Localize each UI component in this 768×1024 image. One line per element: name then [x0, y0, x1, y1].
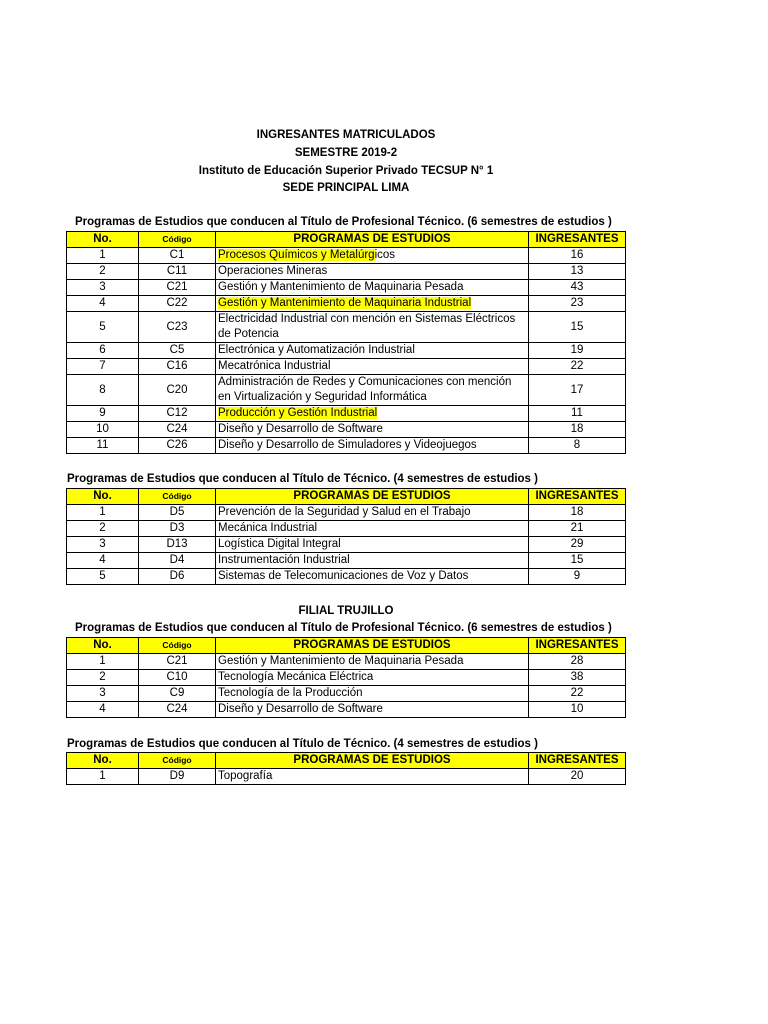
cell-no: 2: [67, 264, 139, 280]
col-header-programa: PROGRAMAS DE ESTUDIOS: [216, 753, 529, 769]
cell-ingresantes: 43: [529, 280, 626, 296]
doc-institution: Instituto de Educación Superior Privado TECSUP N° 1: [198, 165, 494, 177]
program-text: Electricidad Industrial con mención en Sistemas Eléctricos de Potencia: [218, 313, 516, 340]
cell-codigo: C24: [139, 702, 216, 718]
cell-codigo: C26: [139, 438, 216, 454]
cell-programa: [216, 438, 529, 454]
table-row: [67, 505, 626, 521]
program-text: Diseño y Desarrollo de Simuladores y Videojuegos: [218, 439, 477, 451]
cell-no: 2: [67, 521, 139, 537]
cell-programa: [216, 702, 529, 718]
cell-codigo: D13: [139, 537, 216, 553]
cell-no: 2: [67, 670, 139, 686]
section-title-lima-profesional: Programas de Estudios que conducen al Título de Profesional Técnico. (6 semestres de estudios ): [75, 216, 612, 228]
cell-no: 1: [67, 248, 139, 264]
cell-programa: [216, 343, 529, 359]
cell-no: 1: [67, 654, 139, 670]
cell-no: 3: [67, 537, 139, 553]
table-row: [67, 264, 626, 280]
section-title-lima-tecnico: Programas de Estudios que conducen al Título de Técnico. (4 semestres de estudios ): [67, 473, 538, 485]
col-header-ingresantes: INGRESANTES: [529, 489, 626, 505]
table-row: [67, 406, 626, 422]
cell-programa: [216, 521, 529, 537]
col-header-no: No.: [67, 753, 139, 769]
cell-ingresantes: 23: [529, 296, 626, 312]
table-row: [67, 537, 626, 553]
col-header-programa: PROGRAMAS DE ESTUDIOS: [216, 489, 529, 505]
table-row: [67, 312, 626, 343]
program-text: Tecnología de la Producción: [218, 687, 363, 699]
col-header-codigo: Código: [139, 232, 216, 248]
program-text: Prevención de la Seguridad y Salud en el Trabajo: [218, 506, 471, 518]
col-header-codigo: Código: [139, 489, 216, 505]
cell-no: 10: [67, 422, 139, 438]
cell-codigo: C9: [139, 686, 216, 702]
cell-programa: [216, 505, 529, 521]
cell-ingresantes: 17: [529, 375, 626, 406]
cell-ingresantes: 29: [529, 537, 626, 553]
cell-ingresantes: 19: [529, 343, 626, 359]
table-row: [67, 702, 626, 718]
cell-programa: [216, 296, 529, 312]
program-text: Tecnología Mecánica Eléctrica: [218, 671, 374, 683]
table-lima-tecnico: [66, 488, 626, 585]
cell-ingresantes: 15: [529, 553, 626, 569]
col-header-no: No.: [67, 232, 139, 248]
cell-ingresantes: 15: [529, 312, 626, 343]
cell-codigo: C11: [139, 264, 216, 280]
cell-programa: [216, 248, 529, 264]
table-row: [67, 769, 626, 785]
table-lima-profesional: [66, 231, 626, 454]
program-text: Electrónica y Automatización Industrial: [218, 344, 415, 356]
table-trujillo-tecnico: [66, 752, 626, 785]
table-header-row: [67, 232, 626, 248]
col-header-codigo: Código: [139, 753, 216, 769]
program-text: Diseño y Desarrollo de Software: [218, 423, 383, 435]
cell-no: 4: [67, 553, 139, 569]
filial-title: FILIAL TRUJILLO: [298, 605, 394, 617]
table-row: [67, 296, 626, 312]
cell-programa: [216, 686, 529, 702]
cell-codigo: C21: [139, 654, 216, 670]
cell-codigo: C21: [139, 280, 216, 296]
cell-codigo: C16: [139, 359, 216, 375]
table-row: [67, 654, 626, 670]
cell-codigo: D5: [139, 505, 216, 521]
highlighted-program-text: Gestión y Mantenimiento de Maquinaria Industrial: [218, 297, 472, 309]
cell-ingresantes: 22: [529, 686, 626, 702]
cell-programa: [216, 670, 529, 686]
cell-no: 3: [67, 280, 139, 296]
program-text: Logística Digital Integral: [218, 538, 341, 550]
cell-no: 6: [67, 343, 139, 359]
cell-codigo: C10: [139, 670, 216, 686]
col-header-ingresantes: INGRESANTES: [529, 232, 626, 248]
cell-no: 8: [67, 375, 139, 406]
cell-ingresantes: 18: [529, 505, 626, 521]
cell-ingresantes: 13: [529, 264, 626, 280]
table-row: [67, 248, 626, 264]
table-row: [67, 553, 626, 569]
cell-ingresantes: 9: [529, 569, 626, 585]
doc-semester: SEMESTRE 2019-2: [294, 147, 398, 159]
col-header-programa: PROGRAMAS DE ESTUDIOS: [216, 638, 529, 654]
col-header-codigo: Código: [139, 638, 216, 654]
cell-ingresantes: 18: [529, 422, 626, 438]
cell-programa: [216, 264, 529, 280]
cell-no: 1: [67, 769, 139, 785]
table-row: [67, 438, 626, 454]
cell-programa: [216, 359, 529, 375]
cell-no: 9: [67, 406, 139, 422]
program-text: Sistemas de Telecomunicaciones de Voz y Datos: [218, 570, 469, 582]
cell-ingresantes: 28: [529, 654, 626, 670]
cell-codigo: C1: [139, 248, 216, 264]
cell-ingresantes: 22: [529, 359, 626, 375]
cell-codigo: D4: [139, 553, 216, 569]
cell-programa: [216, 312, 529, 343]
cell-codigo: C22: [139, 296, 216, 312]
cell-ingresantes: 16: [529, 248, 626, 264]
program-text: Mecatrónica Industrial: [218, 360, 331, 372]
program-text: Mecánica Industrial: [218, 522, 318, 534]
cell-programa: [216, 537, 529, 553]
table-row: [67, 670, 626, 686]
table-row: [67, 343, 626, 359]
cell-programa: [216, 280, 529, 296]
table-row: [67, 521, 626, 537]
cell-codigo: C20: [139, 375, 216, 406]
cell-no: 5: [67, 312, 139, 343]
cell-no: 4: [67, 702, 139, 718]
table-header-row: [67, 753, 626, 769]
cell-codigo: D9: [139, 769, 216, 785]
cell-programa: [216, 769, 529, 785]
cell-ingresantes: 38: [529, 670, 626, 686]
highlighted-program-text: Producción y Gestión Industrial: [218, 407, 378, 419]
program-text: Topografía: [218, 770, 273, 782]
section-title-trujillo-tecnico: Programas de Estudios que conducen al Título de Técnico. (4 semestres de estudios ): [67, 738, 538, 750]
table-row: [67, 686, 626, 702]
doc-title: INGRESANTES MATRICULADOS: [256, 129, 436, 141]
cell-programa: [216, 375, 529, 406]
cell-programa: [216, 654, 529, 670]
cell-programa: [216, 422, 529, 438]
highlighted-program-text: Procesos Químicos y Metalúrg: [218, 249, 375, 261]
col-header-ingresantes: INGRESANTES: [529, 753, 626, 769]
col-header-no: No.: [67, 638, 139, 654]
program-text: Administración de Redes y Comunicaciones con mención en Virtualización y Seguridad Informática: [218, 376, 512, 403]
cell-no: 5: [67, 569, 139, 585]
cell-no: 1: [67, 505, 139, 521]
table-header-row: [67, 638, 626, 654]
program-text: Gestión y Mantenimiento de Maquinaria Pesada: [218, 655, 464, 667]
col-header-ingresantes: INGRESANTES: [529, 638, 626, 654]
cell-codigo: C24: [139, 422, 216, 438]
cell-codigo: D3: [139, 521, 216, 537]
col-header-programa: PROGRAMAS DE ESTUDIOS: [216, 232, 529, 248]
cell-programa: [216, 553, 529, 569]
cell-ingresantes: 11: [529, 406, 626, 422]
cell-ingresantes: 10: [529, 702, 626, 718]
cell-ingresantes: 20: [529, 769, 626, 785]
col-header-no: No.: [67, 489, 139, 505]
cell-codigo: D6: [139, 569, 216, 585]
cell-no: 3: [67, 686, 139, 702]
table-row: [67, 422, 626, 438]
cell-ingresantes: 8: [529, 438, 626, 454]
table-row: [67, 280, 626, 296]
program-text: Gestión y Mantenimiento de Maquinaria Pesada: [218, 281, 464, 293]
table-row: [67, 569, 626, 585]
cell-ingresantes: 21: [529, 521, 626, 537]
table-row: [67, 375, 626, 406]
cell-programa: [216, 569, 529, 585]
cell-codigo: C5: [139, 343, 216, 359]
cell-no: 4: [67, 296, 139, 312]
table-row: [67, 359, 626, 375]
cell-codigo: C12: [139, 406, 216, 422]
cell-no: 7: [67, 359, 139, 375]
program-text: icos: [374, 249, 396, 261]
table-header-row: [67, 489, 626, 505]
cell-programa: [216, 406, 529, 422]
cell-no: 11: [67, 438, 139, 454]
cell-codigo: C23: [139, 312, 216, 343]
program-text: Diseño y Desarrollo de Software: [218, 703, 383, 715]
doc-campus: SEDE PRINCIPAL LIMA: [282, 182, 410, 194]
program-text: Instrumentación Industrial: [218, 554, 350, 566]
program-text: Operaciones Mineras: [218, 265, 328, 277]
table-trujillo-profesional: [66, 637, 626, 718]
section-title-trujillo-profesional: Programas de Estudios que conducen al Título de Profesional Técnico. (6 semestres de estudios ): [75, 622, 612, 634]
